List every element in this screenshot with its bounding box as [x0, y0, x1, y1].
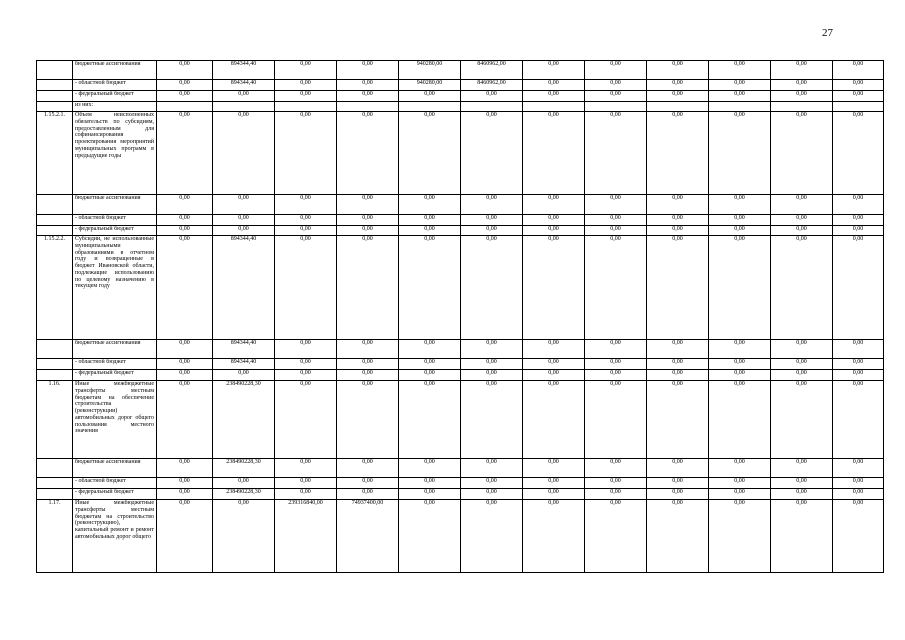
value-cell: 0,00 [461, 215, 523, 226]
row-description-cell: бюджетные ассигнования [73, 340, 157, 359]
row-description-cell: - областной бюджет [73, 215, 157, 226]
row-code-cell: 1.15.2.2. [37, 236, 73, 340]
value-cell: 0,00 [399, 381, 461, 459]
row-code-cell: 1.16. [37, 381, 73, 459]
table-row [37, 236, 884, 340]
value-cell: 0,00 [523, 478, 585, 489]
value-cell: 0,00 [213, 91, 275, 102]
value-cell: 0,00 [523, 112, 585, 195]
value-cell: 0,00 [157, 359, 213, 370]
value-cell: 0,00 [647, 91, 709, 102]
value-cell: 0,00 [337, 340, 399, 359]
value-cell: 0,00 [157, 500, 213, 573]
value-cell: 0,00 [585, 195, 647, 215]
value-cell: 0,00 [337, 381, 399, 459]
value-cell [833, 102, 884, 112]
value-cell: 940280,00 [399, 61, 461, 80]
value-cell: 0,00 [585, 359, 647, 370]
value-cell: 0,00 [523, 459, 585, 478]
value-cell: 0,00 [647, 236, 709, 340]
value-cell: 0,00 [833, 459, 884, 478]
table-row [37, 80, 884, 91]
value-cell: 0,00 [523, 359, 585, 370]
value-cell: 0,00 [585, 478, 647, 489]
table-row [37, 381, 884, 459]
value-cell: 0,00 [399, 215, 461, 226]
value-cell: 0,00 [523, 226, 585, 236]
value-cell: 0,00 [213, 112, 275, 195]
value-cell: 0,00 [337, 459, 399, 478]
value-cell [399, 102, 461, 112]
table-row [37, 370, 884, 381]
row-code-cell [37, 340, 73, 359]
value-cell: 0,00 [585, 459, 647, 478]
value-cell: 0,00 [585, 500, 647, 573]
value-cell: 0,00 [157, 381, 213, 459]
value-cell: 0,00 [213, 195, 275, 215]
value-cell: 8460962,00 [461, 80, 523, 91]
value-cell: 0,00 [399, 359, 461, 370]
value-cell: 0,00 [771, 80, 833, 91]
value-cell [771, 102, 833, 112]
value-cell: 0,00 [275, 236, 337, 340]
row-code-cell [37, 489, 73, 500]
value-cell: 0,00 [337, 478, 399, 489]
table-row [37, 459, 884, 478]
value-cell: 0,00 [157, 370, 213, 381]
table-row [37, 195, 884, 215]
value-cell [337, 102, 399, 112]
value-cell: 0,00 [771, 215, 833, 226]
value-cell [461, 102, 523, 112]
value-cell: 0,00 [833, 91, 884, 102]
row-description-cell: Субсидии, не использованные муниципальными образованиями в отчетном году и возвращенные в бюджет Ивановской области, подлежащие использованию по целевому назначению в текущем году [73, 236, 157, 340]
value-cell: 0,00 [337, 61, 399, 80]
value-cell: 0,00 [585, 61, 647, 80]
value-cell: 0,00 [647, 340, 709, 359]
value-cell: 0,00 [585, 489, 647, 500]
value-cell: 0,00 [523, 80, 585, 91]
value-cell: 0,00 [585, 370, 647, 381]
value-cell: 0,00 [461, 370, 523, 381]
value-cell: 0,00 [709, 478, 771, 489]
value-cell [585, 102, 647, 112]
value-cell: 0,00 [709, 112, 771, 195]
value-cell: 0,00 [461, 459, 523, 478]
value-cell: 0,00 [461, 478, 523, 489]
table-row [37, 340, 884, 359]
value-cell: 0,00 [709, 459, 771, 478]
value-cell: 0,00 [709, 236, 771, 340]
value-cell: 0,00 [157, 215, 213, 226]
table-row [37, 91, 884, 102]
row-description-cell: бюджетные ассигнования [73, 195, 157, 215]
value-cell: 238490228,30 [213, 459, 275, 478]
row-description-cell: Иные межбюджетные трансферты местным бюджетам на обеспечение строительства (реконструкции) автомобильных дорог общего пользования местного значения [73, 381, 157, 459]
table-body [37, 61, 884, 573]
value-cell: 0,00 [461, 359, 523, 370]
value-cell: 0,00 [647, 226, 709, 236]
value-cell: 0,00 [709, 489, 771, 500]
value-cell: 0,00 [399, 112, 461, 195]
value-cell: 0,00 [523, 91, 585, 102]
table-row [37, 61, 884, 80]
table-row [37, 226, 884, 236]
row-code-cell [37, 226, 73, 236]
row-description-cell: бюджетные ассигнования [73, 459, 157, 478]
value-cell: 74937400,00 [337, 500, 399, 573]
row-code-cell [37, 359, 73, 370]
value-cell: 0,00 [647, 80, 709, 91]
value-cell: 894344,40 [213, 236, 275, 340]
table-row [37, 215, 884, 226]
value-cell: 0,00 [709, 500, 771, 573]
value-cell: 0,00 [833, 340, 884, 359]
value-cell: 0,00 [647, 195, 709, 215]
value-cell: 0,00 [833, 215, 884, 226]
value-cell: 0,00 [461, 226, 523, 236]
row-code-cell: 1.17. [37, 500, 73, 573]
value-cell: 0,00 [709, 226, 771, 236]
value-cell: 0,00 [709, 61, 771, 80]
row-code-cell: 1.15.2.1. [37, 112, 73, 195]
value-cell: 0,00 [275, 478, 337, 489]
value-cell: 0,00 [647, 61, 709, 80]
value-cell: 0,00 [647, 489, 709, 500]
value-cell: 0,00 [647, 370, 709, 381]
value-cell: 0,00 [337, 489, 399, 500]
value-cell: 0,00 [157, 459, 213, 478]
value-cell: 0,00 [399, 489, 461, 500]
value-cell: 0,00 [585, 226, 647, 236]
value-cell: 0,00 [337, 91, 399, 102]
value-cell: 0,00 [461, 195, 523, 215]
value-cell: 0,00 [771, 500, 833, 573]
value-cell: 238490228,30 [213, 381, 275, 459]
value-cell: 0,00 [585, 112, 647, 195]
value-cell: 0,00 [585, 381, 647, 459]
value-cell: 0,00 [399, 500, 461, 573]
row-description-cell: бюджетные ассигнования [73, 61, 157, 80]
value-cell: 0,00 [647, 459, 709, 478]
value-cell: 0,00 [461, 236, 523, 340]
value-cell: 0,00 [833, 226, 884, 236]
value-cell: 0,00 [771, 340, 833, 359]
value-cell: 0,00 [275, 112, 337, 195]
row-code-cell [37, 80, 73, 91]
value-cell: 0,00 [213, 226, 275, 236]
value-cell: 0,00 [585, 80, 647, 91]
value-cell: 0,00 [647, 359, 709, 370]
value-cell [709, 102, 771, 112]
value-cell: 0,00 [461, 489, 523, 500]
row-description-cell: - федеральный бюджет [73, 91, 157, 102]
value-cell: 0,00 [275, 489, 337, 500]
row-description-cell: Объем неисполненных обязательств по субсидиям, предоставленным для софинансирования проектирования мероприятий муниципальных программ в предыдущие годы [73, 112, 157, 195]
value-cell: 0,00 [399, 459, 461, 478]
value-cell: 0,00 [399, 340, 461, 359]
value-cell: 0,00 [461, 340, 523, 359]
value-cell: 0,00 [157, 340, 213, 359]
value-cell: 894344,40 [213, 80, 275, 91]
value-cell: 0,00 [399, 91, 461, 102]
value-cell: 0,00 [709, 340, 771, 359]
value-cell: 0,00 [771, 459, 833, 478]
value-cell: 0,00 [157, 80, 213, 91]
value-cell: 940280,00 [399, 80, 461, 91]
value-cell: 0,00 [523, 61, 585, 80]
value-cell: 0,00 [337, 370, 399, 381]
value-cell: 0,00 [399, 226, 461, 236]
value-cell: 0,00 [213, 500, 275, 573]
value-cell: 0,00 [709, 359, 771, 370]
value-cell: 0,00 [833, 478, 884, 489]
value-cell: 894344,40 [213, 340, 275, 359]
value-cell: 0,00 [709, 195, 771, 215]
value-cell: 0,00 [709, 381, 771, 459]
value-cell: 0,00 [275, 91, 337, 102]
value-cell: 0,00 [337, 215, 399, 226]
row-description-cell: - федеральный бюджет [73, 226, 157, 236]
value-cell: 0,00 [275, 195, 337, 215]
value-cell: 0,00 [523, 370, 585, 381]
value-cell: 0,00 [157, 91, 213, 102]
value-cell: 0,00 [709, 91, 771, 102]
value-cell: 0,00 [523, 340, 585, 359]
value-cell: 0,00 [771, 381, 833, 459]
value-cell: 0,00 [337, 112, 399, 195]
value-cell: 0,00 [523, 489, 585, 500]
value-cell: 0,00 [647, 381, 709, 459]
value-cell [647, 102, 709, 112]
value-cell [157, 102, 213, 112]
value-cell: 0,00 [157, 489, 213, 500]
value-cell: 0,00 [647, 500, 709, 573]
value-cell: 0,00 [585, 215, 647, 226]
value-cell: 0,00 [709, 370, 771, 381]
value-cell: 0,00 [771, 236, 833, 340]
value-cell: 0,00 [771, 370, 833, 381]
value-cell [523, 102, 585, 112]
value-cell: 0,00 [337, 226, 399, 236]
value-cell: 0,00 [275, 215, 337, 226]
row-code-cell [37, 459, 73, 478]
row-description-cell: - федеральный бюджет [73, 370, 157, 381]
value-cell: 0,00 [461, 500, 523, 573]
value-cell: 0,00 [833, 489, 884, 500]
value-cell: 0,00 [771, 359, 833, 370]
row-code-cell [37, 61, 73, 80]
row-code-cell [37, 370, 73, 381]
row-code-cell [37, 102, 73, 112]
value-cell: 0,00 [523, 195, 585, 215]
row-description-cell: - областной бюджет [73, 478, 157, 489]
value-cell: 894344,40 [213, 61, 275, 80]
value-cell: 0,00 [523, 215, 585, 226]
row-code-cell [37, 195, 73, 215]
value-cell: 0,00 [771, 489, 833, 500]
value-cell: 0,00 [709, 215, 771, 226]
value-cell: 0,00 [585, 340, 647, 359]
value-cell: 0,00 [833, 195, 884, 215]
value-cell: 0,00 [275, 61, 337, 80]
budget-table [36, 60, 884, 573]
value-cell: 0,00 [771, 478, 833, 489]
value-cell: 0,00 [275, 340, 337, 359]
row-code-cell [37, 478, 73, 489]
value-cell: 0,00 [399, 370, 461, 381]
value-cell: 0,00 [523, 381, 585, 459]
value-cell: 0,00 [157, 478, 213, 489]
value-cell: 8460962,00 [461, 61, 523, 80]
value-cell: 0,00 [833, 61, 884, 80]
value-cell: 0,00 [461, 91, 523, 102]
table-row [37, 112, 884, 195]
row-code-cell [37, 215, 73, 226]
value-cell: 0,00 [399, 236, 461, 340]
value-cell: 0,00 [275, 370, 337, 381]
value-cell: 0,00 [647, 478, 709, 489]
table-row [37, 478, 884, 489]
value-cell: 0,00 [833, 500, 884, 573]
value-cell [213, 102, 275, 112]
value-cell: 0,00 [213, 215, 275, 226]
value-cell: 0,00 [337, 236, 399, 340]
value-cell: 0,00 [275, 381, 337, 459]
value-cell: 0,00 [585, 91, 647, 102]
table-row [37, 359, 884, 370]
value-cell: 0,00 [157, 112, 213, 195]
row-code-cell [37, 91, 73, 102]
value-cell: 0,00 [275, 459, 337, 478]
row-description-cell: из них: [73, 102, 157, 112]
value-cell: 0,00 [833, 112, 884, 195]
value-cell: 0,00 [337, 195, 399, 215]
value-cell: 0,00 [833, 370, 884, 381]
value-cell: 0,00 [461, 112, 523, 195]
value-cell: 0,00 [157, 195, 213, 215]
value-cell: 0,00 [399, 478, 461, 489]
value-cell: 0,00 [647, 215, 709, 226]
value-cell: 0,00 [833, 80, 884, 91]
value-cell: 0,00 [647, 112, 709, 195]
value-cell: 0,00 [771, 195, 833, 215]
table-row [37, 102, 884, 112]
row-description-cell: - областной бюджет [73, 80, 157, 91]
row-description-cell: Иные межбюджетные трансферты местным бюджетам на строительство (реконструкцию), капитальный ремонт и ремонт автомобильных дорог общего [73, 500, 157, 573]
table-row [37, 489, 884, 500]
value-cell: 0,00 [157, 61, 213, 80]
value-cell: 0,00 [461, 381, 523, 459]
value-cell: 0,00 [585, 236, 647, 340]
value-cell: 0,00 [833, 359, 884, 370]
value-cell: 0,00 [213, 478, 275, 489]
table-row [37, 500, 884, 573]
value-cell: 0,00 [709, 80, 771, 91]
row-description-cell: - федеральный бюджет [73, 489, 157, 500]
value-cell: 0,00 [157, 236, 213, 340]
value-cell: 0,00 [337, 80, 399, 91]
value-cell: 0,00 [275, 80, 337, 91]
value-cell: 0,00 [771, 226, 833, 236]
value-cell: 0,00 [771, 91, 833, 102]
value-cell: 239316840,00 [275, 500, 337, 573]
value-cell: 0,00 [833, 236, 884, 340]
value-cell: 0,00 [523, 236, 585, 340]
page-number: 27 [822, 27, 833, 39]
value-cell: 0,00 [833, 381, 884, 459]
value-cell: 0,00 [771, 112, 833, 195]
value-cell [275, 102, 337, 112]
value-cell: 0,00 [275, 226, 337, 236]
value-cell: 238490228,30 [213, 489, 275, 500]
value-cell: 0,00 [275, 359, 337, 370]
value-cell: 0,00 [213, 370, 275, 381]
value-cell: 0,00 [771, 61, 833, 80]
value-cell: 0,00 [523, 500, 585, 573]
value-cell: 0,00 [337, 359, 399, 370]
row-description-cell: - областной бюджет [73, 359, 157, 370]
value-cell: 0,00 [157, 226, 213, 236]
value-cell: 0,00 [399, 195, 461, 215]
value-cell: 894344,40 [213, 359, 275, 370]
